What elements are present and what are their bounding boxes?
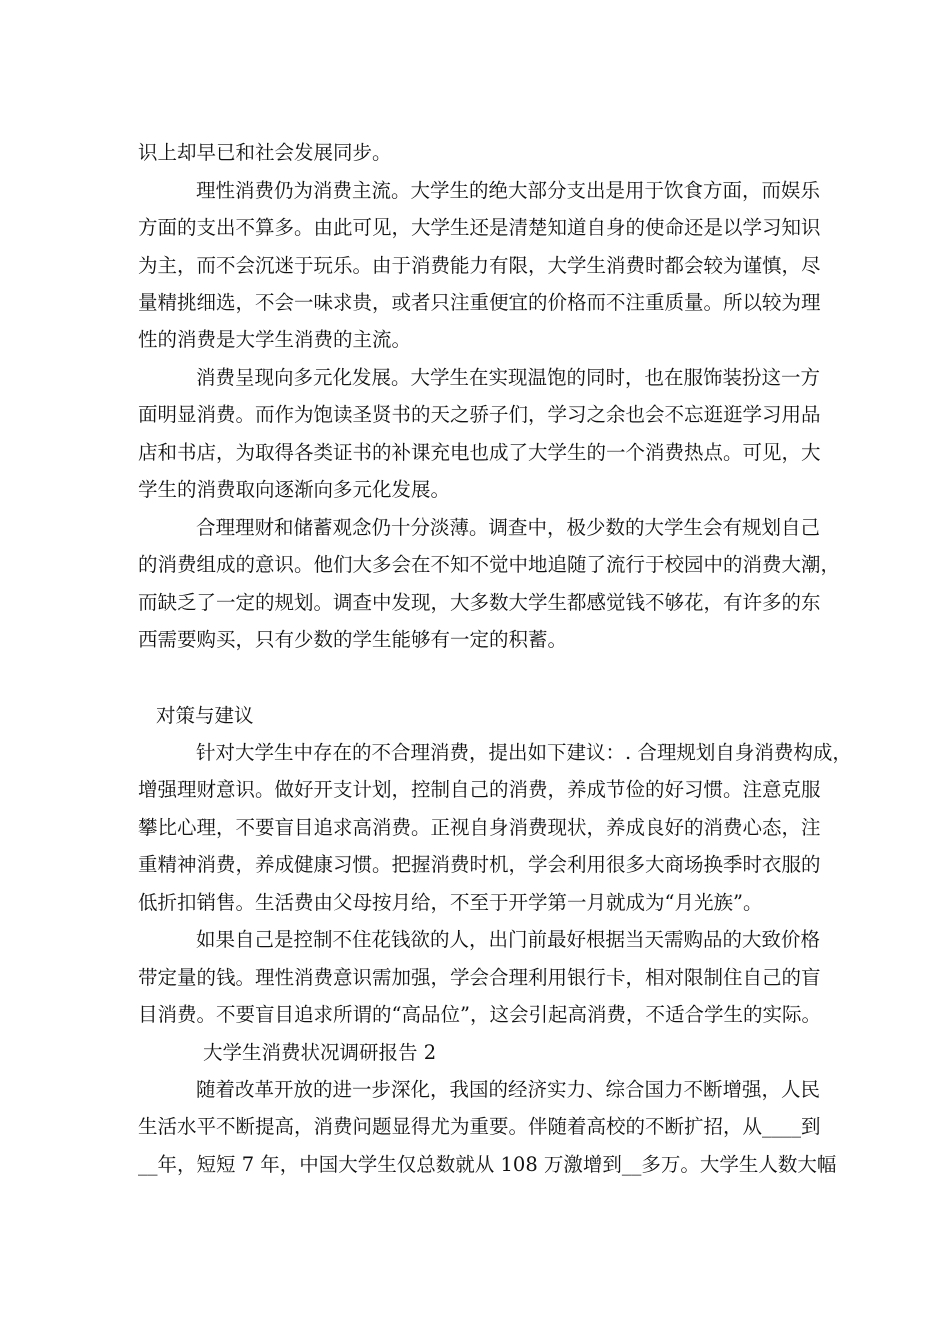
report-subtitle: 大学生消费状况调研报告 2 bbox=[203, 1041, 437, 1064]
paragraph-line: 学生的消费取向逐渐向多元化发展。 bbox=[138, 478, 451, 501]
paragraph-line: 合理理财和储蓄观念仍十分淡薄。调查中，极少数的大学生会有规划自己 bbox=[196, 516, 821, 539]
section-heading: 对策与建议 bbox=[156, 704, 254, 727]
paragraph-line: 店和书店，为取得各类证书的补课充电也成了大学生的一个消费热点。可见，大 bbox=[138, 441, 821, 464]
paragraph-line: 如果自己是控制不住花钱欲的人，出门前最好根据当天需购品的大致价格 bbox=[196, 928, 821, 951]
paragraph-line: 生活水平不断提高，消费问题显得尤为重要。伴随着高校的不断扩招，从____到 bbox=[138, 1115, 821, 1138]
paragraph-line: 量精挑细选，不会一味求贵，或者只注重便宜的价格而不注重质量。所以较为理 bbox=[138, 291, 821, 314]
paragraph-line: 目消费。不要盲目追求所谓的“高品位”，这会引起高消费，不适合学生的实际。 bbox=[138, 1003, 821, 1026]
paragraph-line: 带定量的钱。理性消费意识需加强，学会合理利用银行卡，相对限制住自己的盲 bbox=[138, 966, 821, 989]
paragraph-line: 西需要购买，只有少数的学生能够有一定的积蓄。 bbox=[138, 628, 568, 651]
paragraph-line: 性的消费是大学生消费的主流。 bbox=[138, 328, 412, 351]
paragraph-line: 识上却早已和社会发展同步。 bbox=[138, 141, 392, 164]
paragraph-line: __年，短短 7 年，中国大学生仅总数就从 108 万激增到__多万。大学生人数大幅 bbox=[138, 1153, 837, 1176]
paragraph-line: 的消费组成的意识。他们大多会在不知不觉中地追随了流行于校园中的消费大潮， bbox=[138, 553, 841, 576]
paragraph-line: 理性消费仍为消费主流。大学生的绝大部分支出是用于饮食方面，而娱乐 bbox=[196, 179, 821, 202]
paragraph-line: 面明显消费。而作为饱读圣贤书的天之骄子们，学习之余也会不忘逛逛学习用品 bbox=[138, 403, 821, 426]
paragraph-line: 增强理财意识。做好开支计划，控制自己的消费，养成节俭的好习惯。注意克服 bbox=[138, 778, 821, 801]
paragraph-line: 为主，而不会沉迷于玩乐。由于消费能力有限，大学生消费时都会较为谨慎，尽 bbox=[138, 254, 821, 277]
paragraph-line: 消费呈现向多元化发展。大学生在实现温饱的同时，也在服饰装扮这一方 bbox=[196, 366, 821, 389]
paragraph-line: 重精神消费，养成健康习惯。把握消费时机，学会利用很多大商场换季时衣服的 bbox=[138, 853, 821, 876]
paragraph-line: 方面的支出不算多。由此可见，大学生还是清楚知道自身的使命还是以学习知识 bbox=[138, 216, 821, 239]
paragraph-line: 攀比心理，不要盲目追求高消费。正视自身消费现状，养成良好的消费心态，注 bbox=[138, 816, 821, 839]
paragraph-line: 而缺乏了一定的规划。调查中发现，大多数大学生都感觉钱不够花，有许多的东 bbox=[138, 591, 821, 614]
paragraph-line: 低折扣销售。生活费由父母按月给，不至于开学第一月就成为“月光族”。 bbox=[138, 891, 763, 914]
paragraph-line: 随着改革开放的进一步深化，我国的经济实力、综合国力不断增强，人民 bbox=[196, 1078, 821, 1101]
paragraph-line: 针对大学生中存在的不合理消费，提出如下建议：. 合理规划自身消费构成， bbox=[196, 741, 852, 764]
